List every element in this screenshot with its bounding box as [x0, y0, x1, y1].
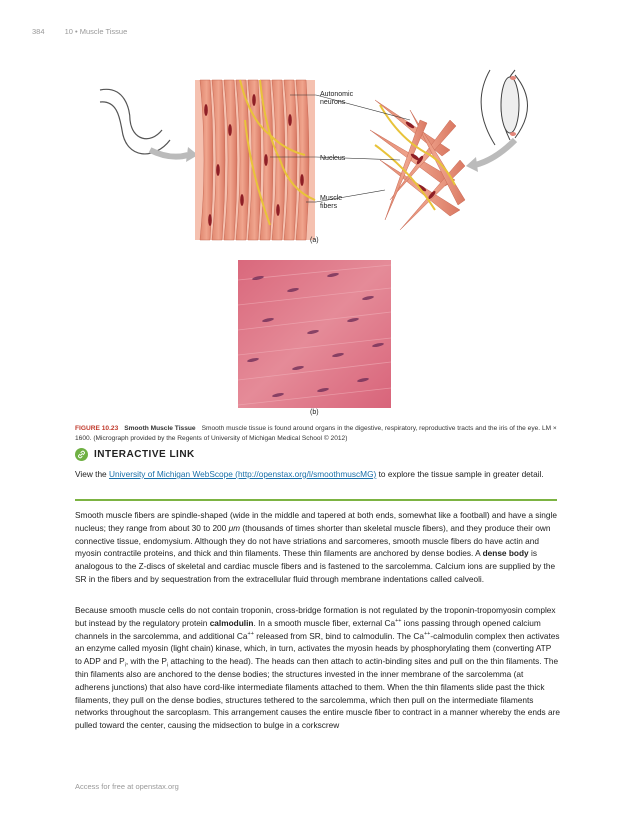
figure-title: Smooth Muscle Tissue: [124, 425, 196, 432]
arrow-left: [150, 150, 188, 157]
eye-illustration: [481, 70, 527, 145]
page-number: 384: [32, 27, 45, 36]
figure-caption: [75, 424, 560, 443]
label-autonomic-neurons: Autonomic: [320, 91, 354, 98]
stomach-outline: [100, 89, 170, 154]
label-b: (b): [310, 409, 319, 416]
paragraph-2: Because smooth muscle cells do not contain troponin, cross-bridge formation is not regulated by the troponin-tropomyosin complex but instead by the regulatory protein calmodulin. In a smooth muscle fiber, external Ca++ ions passing through opened calcium channels in the sarcolemma, and additional Ca++ released from SR, bind to calmodulin. The Ca++-calmodulin complex then activates an enzyme called myosin (light chain) kinase, which, in turn, activates the myosin heads by phosphorylating them (converting ATP to ADP and $P_i$, with the $P_i$ attaching to the head). The heads can then attach to actin-binding sites and pull on the thin filaments. The thin filaments also are anchored to the dense bodies; the structures invested in the inner membrane of the sarcolemma (at adherens junctions) that also have cord-like intermediate filaments attached to them. When the thin filaments slide past the thick filaments, they pull on the dense bodies, structures tethered to the sarcolemma, which then pull on the intermediate filaments networks throughout the sarcoplasm. This arrangement causes the entire muscle fiber to contract in a manner whereby the ends are pulled toward the center, causing the midsection to bulge in a corkscrew: [75, 605, 561, 731]
label-muscle-fibers: Muscle: [320, 195, 343, 202]
svg-text:fibers: fibers: [320, 203, 338, 210]
il-text-before: View the: [75, 469, 109, 479]
link-icon: [75, 448, 88, 461]
label-nucleus: Nucleus: [320, 155, 346, 162]
interactive-link-text: [75, 468, 560, 481]
page-footer: Access for free at openstax.org: [75, 782, 179, 791]
caption-text: Smooth muscle tissue is found around organs in the digestive, respiratory, reproductive tracts and the iris of the eye. LM × 1600. (Micrograph provided by the Regents of University of Michigan Medical School © 2012): [75, 425, 557, 442]
il-text-after: to explore the tissue sample in greater detail.: [376, 469, 544, 479]
webscope-link[interactable]: University of Michigan WebScope (http://openstax.org/l/smoothmuscMG): [108, 469, 377, 479]
interactive-link-title: INTERACTIVE LINK: [94, 449, 195, 460]
interactive-link-heading: [75, 448, 195, 461]
paragraph-1: Smooth muscle fibers are spindle-shaped (wide in the middle and tapered at both ends, somewhat like a football) and have a single nucleus; they range from about 30 to 200 μm (thousands of times shorter than skeletal muscle fibers), and they produce their own connective tissue, endomysium. Although they do not have striations and sarcomeres, smooth muscle fibers do have actin and myosin contractile proteins, and thick and thin filaments. These thin filaments are anchored by dense bodies. A dense body is analogous to the Z-discs of skeletal and cardiac muscle fibers and is fastened to the sarcolemma. Calcium ions are supplied by the SR in the fibers and by sequestration from the extracellular fluid through membrane indentations called calveoli.: [75, 510, 557, 584]
page-header: [32, 27, 127, 36]
fiber-bundle-left: [195, 80, 315, 240]
figure-number: FIGURE 10.23: [75, 425, 119, 432]
arrow-right: [475, 140, 515, 165]
section-divider: [75, 499, 557, 501]
chapter-title: 10 • Muscle Tissue: [64, 27, 128, 36]
label-a: (a): [310, 237, 319, 244]
smooth-muscle-illustration: [70, 60, 560, 255]
smooth-muscle-micrograph: [238, 260, 391, 408]
svg-text:neurons: neurons: [320, 99, 346, 106]
fiber-bundle-right: [370, 100, 465, 230]
